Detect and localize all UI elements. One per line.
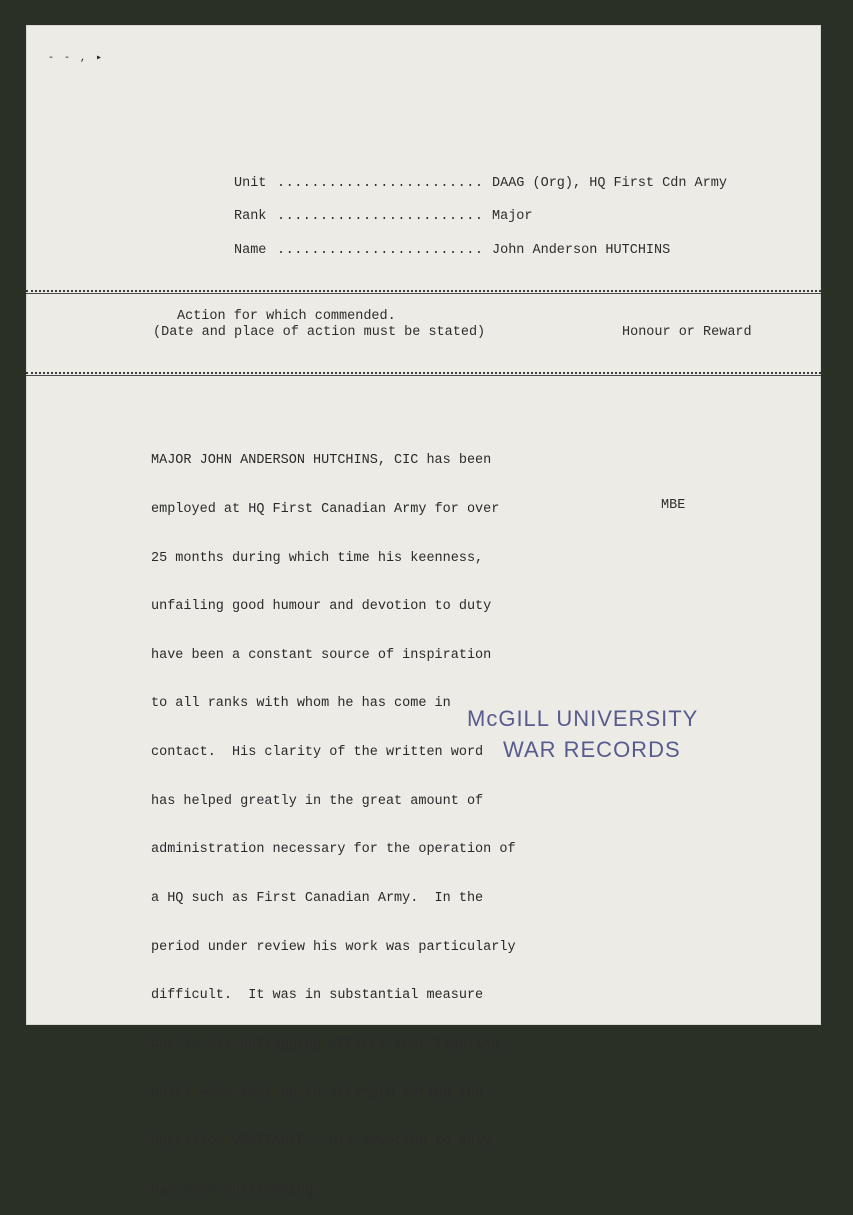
honour-header: Honour or Reward (622, 325, 752, 340)
unit-label: Unit (234, 176, 267, 191)
citation-line: has helped greatly in the great amount of (151, 793, 484, 809)
stamp-line2: WAR RECORDS (503, 737, 681, 762)
citation-line: administration necessary for the operation of (151, 842, 516, 858)
citation-line: to all ranks with whom he has come in (151, 696, 451, 712)
corner-mark: - - , ▸ (48, 53, 105, 64)
name-label: Name (234, 243, 267, 258)
citation-line: due to his unflagging efforts that fighting (151, 1036, 500, 1052)
rank-dots: ........................ (277, 209, 484, 224)
citation-text (151, 421, 516, 1215)
unit-dots: ........................ (277, 176, 484, 191)
name-dots: ........................ (277, 243, 484, 258)
action-header-line1: Action for which commended. (177, 309, 396, 324)
citation-line: period under review his work was particularly (151, 939, 516, 955)
top-divider (26, 290, 821, 292)
unit-value: DAAG (Org), HQ First Cdn Army (492, 176, 727, 191)
citation-line: Operation VERITABLE. His devotion to duty (151, 1133, 492, 1149)
rank-label: Rank (234, 209, 267, 224)
action-header-line2: (Date and place of action must be stated) (153, 325, 486, 340)
bottom-divider (26, 372, 821, 374)
citation-line: MAJOR JOHN ANDERSON HUTCHINS, CIC has been (151, 453, 492, 469)
stamp-line1: McGILL UNIVERSITY (467, 706, 699, 731)
citation-line: unfailing good humour and devotion to duty (151, 599, 492, 615)
citation-line: a HQ such as First Canadian Army. In the (151, 890, 484, 906)
rank-value: Major (492, 209, 533, 224)
citation-line: employed at HQ First Canadian Army for over (151, 502, 500, 518)
citation-line: contact. His clarity of the written word (151, 745, 484, 761)
citation-line: units were kept up to strength during the (151, 1085, 484, 1101)
citation-line: has been outstanding. (151, 1182, 322, 1198)
citation-line: difficult. It was in substantial measure (151, 988, 484, 1004)
award-value: MBE (661, 498, 686, 513)
citation-line: 25 months during which time his keenness, (151, 550, 484, 566)
name-value: John Anderson HUTCHINS (492, 243, 671, 258)
citation-line: have been a constant source of inspiration (151, 647, 492, 663)
